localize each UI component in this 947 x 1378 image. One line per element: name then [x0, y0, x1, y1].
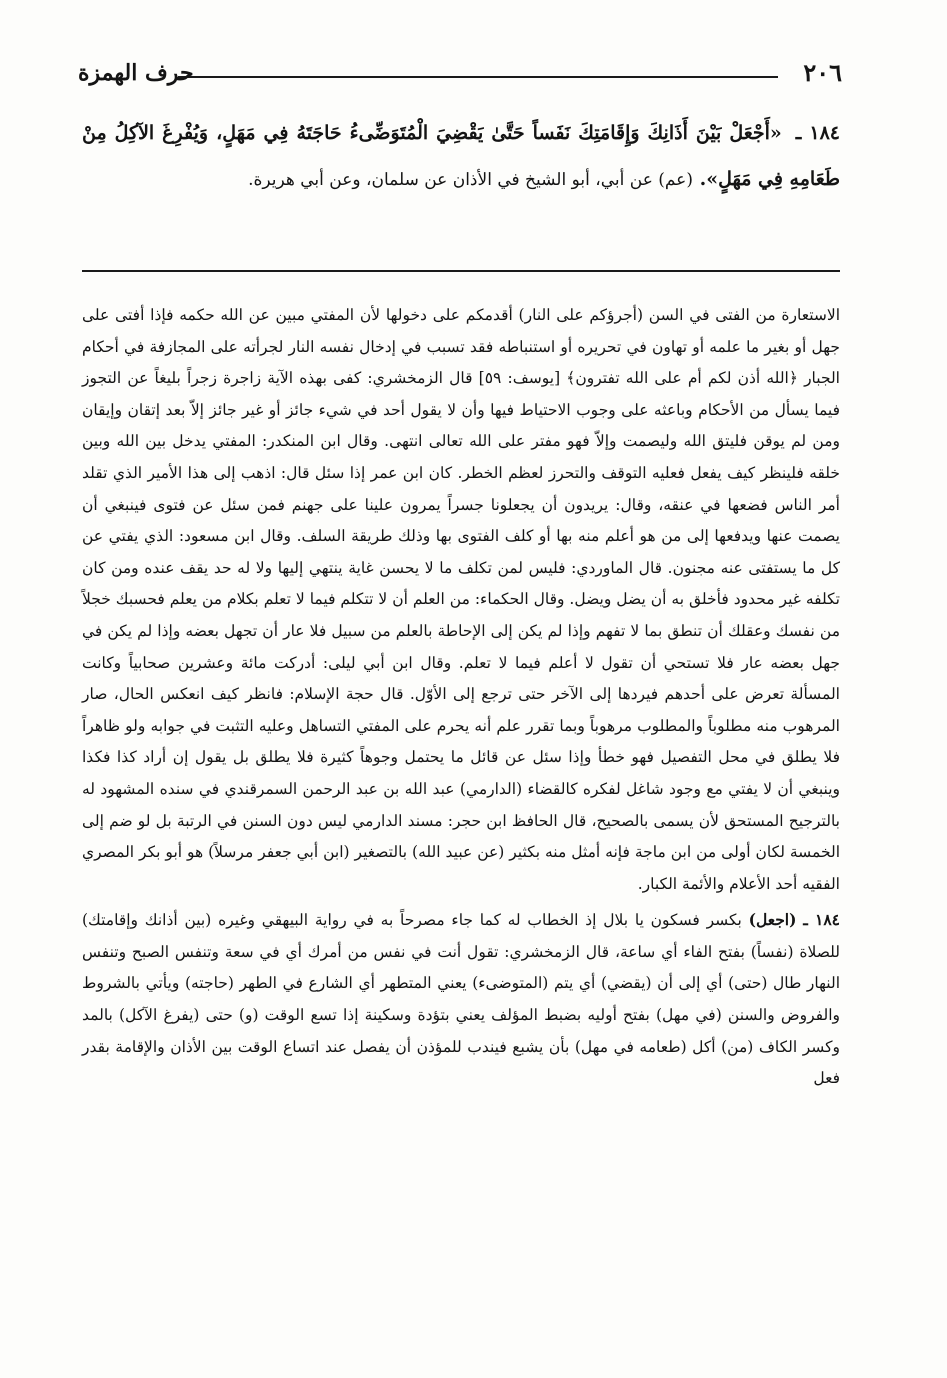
- section-divider: [82, 270, 840, 272]
- commentary-184-text: بكسر فسكون يا بلال إذ الخطاب له كما جاء مصرحاً به في رواية البيهقي وغيره (بين أذانك وإقامتك) للصلاة (نفساً) بفتح الفاء أي ساعة، قال الزمخشري: تقول أنت في نفس من أمرك أي في سعة وتنفس الصبح وتنفس النهار طال (حتى) أي إلى أن (يقضي) أي يتم (المتوضىء) يعني المتطهر أي الشارع في الطهر (حاجته) ويأتي بالشروط والفروض والسنن (في مهل) بفتح أوليه بضبط المؤلف يعني بتؤدة وسكينة إذا تسع الوقت (و) حتى (يفرغ الآكل) بالمد وكسر الكاف (من) أكل (طعامه في مهل) بأن يشبع فيندب للمؤذن أن يفصل عند اتساع الوقت بين الأذان والإقامة بقدر فعل: [82, 911, 840, 1088]
- commentary-previous-continuation: الاستعارة من الفتى في السن (أجرؤكم على النار) أقدمكم على دخولها لأن المفتي مبين عن الله حكمه فإذا أفتى على جهل أو بغير ما علمه أو تهاون في تحريره أو استنباطه فقد تسبب في إدخال نفسه النار لجرأته على المجازفة في أحكام الجبار ﴿الله أذن لكم أم على الله تفترون﴾ [يوسف: ٥٩] قال الزمخشري: كفى بهذه الآية زاجرة زجراً بليغاً عن التجوز فيما يسأل من الأحكام وباعثه على وجوب الاحتياط فيها وأن لا يقول أحد في شيء جائز أو غير جائز إلاّ بعد إتقان وإيقان ومن لم يوقن فليتق الله وليصمت وإلاّ فهو مفتر على الله تعالى انتهى. وقال ابن المنكدر: المفتي يدخل بين الله وبين خلقه فلينظر كيف يفعل فعليه التوقف والتحرز لعظم الخطر. كان ابن عمر إذا سئل قال: اذهب إلى هذا الأمير الذي تقلد أمر الناس فضعها في عنقه، وقال: يريدون أن يجعلونا جسراً يمرون علينا على جهنم فمن سئل عن فتوى فينبغي أن يصمت عنها ويدفعها إلى من هو أعلم منه بها أو كلف الفتوى بها وذلك طريقة السلف. وقال ابن مسعود: الذي يفتي عن كل ما يستفتى عنه مجنون. قال الماوردي: فليس لمن تكلف ما لا يحسن غاية ينتهي إليها ولا له حد يقف عنده ومن كان تكلفه غير محدود فأخلق به أن يضل ويضل. وقال الحكماء: من العلم أن لا تتكلم فيما لا تعلم بكلام من يعلم فحسبك خجلاً من نفسك وعقلك أن تنطق بما لا تفهم وإذا لم يكن إلى الإحاطة بالعلم من سبيل فلا عار أن تجهل بعضه وإذا لم يكن في جهل بعضه عار فلا تستحي أن تقول لا أعلم فيما لا تعلم. وقال ابن أبي ليلى: أدركت مائة وعشرين صحابياً وكانت المسألة تعرض على أحدهم فيردها إلى الآخر حتى ترجع إلى الأوّل. قال حجة الإسلام: فانظر كيف انعكس الحال، صار المرهوب منه مطلوباً والمطلوب مرهوباً وبما تقرر علم أنه يحرم على المفتي التساهل وعليه التثبت في جوابه ولو ظاهراً فلا يطلق في محل التفصيل فهو خطأ وإذا سئل عن قائل ما يحتمل وجوهاً كثيرة فلا يطلق بل يقول إن أراد كذا فكذا وينبغي أن لا يفتي مع وجود شاغل لفكره كالقضاء (الدارمي) عبد الله بن عبد الرحمن السمرقندي في سنده المشهود له بالترجيح المستحق لأن يسمى بالصحيح، قال الحافظ ابن حجر: مسند الدارمي ليس دون السنن في الرتبة بل لو ضم إلى الخمسة لكان أولى من ابن ماجة فإنه أمثل منه بكثير (عن عبيد الله) بالتصغير (ابن أبي جعفر مرسلاً) هو أبو بكر المصري الفقيه أحد الأعلام والأئمة الكبار.: [82, 306, 840, 893]
- hadith-text-block: [82, 110, 840, 203]
- chapter-title: حرف الهمزة: [78, 60, 194, 86]
- hadith-text: «أَجْعَلْ بَيْنَ أَذَانِكَ وَإِقَامَتِكَ نَفَساً حَتَّىٰ يَقْضِيَ الْمُتَوَضِّىءُ حَاجَتَهُ فِي مَهَلٍ، وَيُفْرِغَ الآكِلُ مِنْ طَعَامِهِ فِي مَهَلٍ».: [82, 122, 840, 190]
- commentary-184: [82, 904, 840, 1095]
- commentary-184-number: ١٨٤ ـ: [803, 910, 840, 930]
- header-rule: [178, 76, 778, 78]
- page-number: ٢٠٦: [803, 58, 842, 87]
- hadith-number: ١٨٤ ـ: [795, 122, 840, 144]
- commentary-184-lead: (اجعل): [748, 910, 797, 930]
- hadith-source: (عم) عن أبي، أبو الشيخ في الأذان عن سلمان، وعن أبي هريرة.: [248, 170, 693, 190]
- commentary-block: [82, 300, 840, 1095]
- page-header: [78, 58, 842, 92]
